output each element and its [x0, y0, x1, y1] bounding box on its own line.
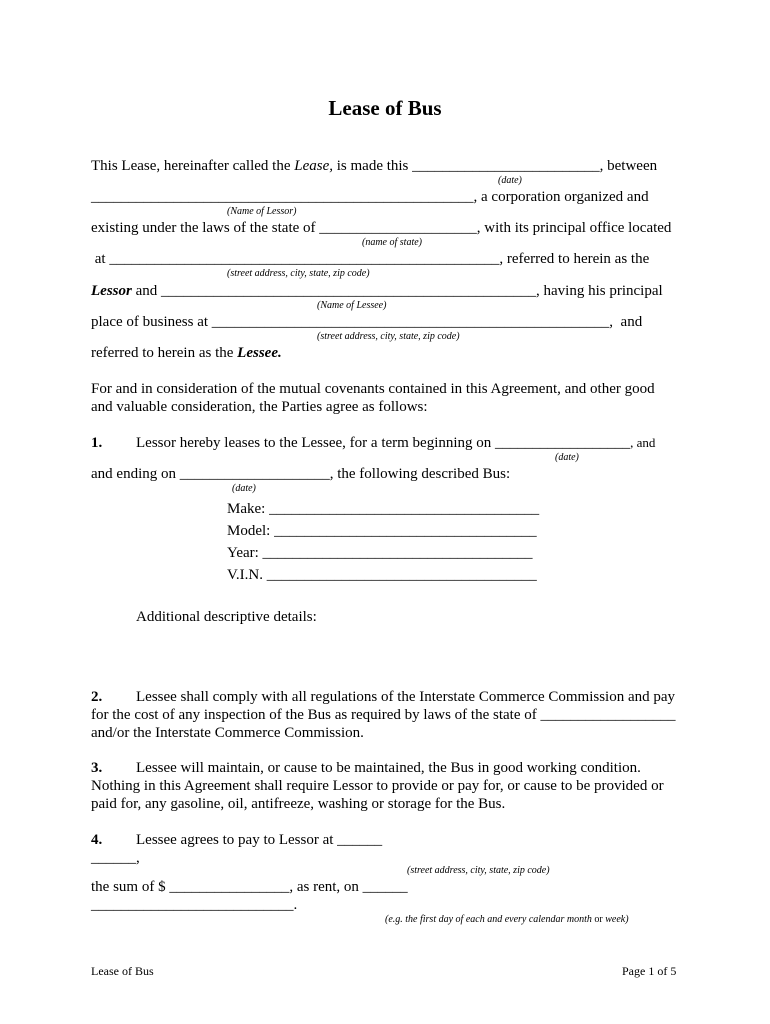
intro-hint-lessee: (Name of Lessee) — [317, 300, 387, 311]
bus-make-field: Make: ____________________________________ — [227, 501, 540, 517]
intro-line-2: ___________________________________________________, a corporation organized and — [91, 189, 649, 205]
section-2-line-3: and/or the Interstate Commerce Commission. — [91, 725, 364, 741]
section-4-line-1: Lessee agrees to pay to Lessor at ______ — [136, 832, 383, 848]
section-2-number: 2. — [91, 689, 103, 705]
consideration-line-1: For and in consideration of the mutual covenants contained in this Agreement, and other good — [91, 381, 655, 397]
bus-year-field: Year: ____________________________________ — [227, 545, 533, 561]
bus-vin-field: V.I.N. ____________________________________ — [227, 567, 537, 583]
section-4-line-3: the sum of $ ________________, as rent, on ______ — [91, 879, 408, 895]
section-1-line-1: Lessor hereby leases to the Lessee, for a term beginning on __________________, and — [136, 435, 656, 451]
section-4-line-2: ______, — [91, 850, 140, 866]
section-1-line-2: and ending on ____________________, the following described Bus: — [91, 466, 511, 482]
section-3-line-3: paid for, any gasoline, oil, antifreeze, washing or storage for the Bus. — [91, 796, 506, 812]
intro-line-3: existing under the laws of the state of _____________________, with its principal office located — [91, 220, 672, 236]
footer-page-number: Page 1 of 5 — [622, 964, 677, 978]
section-1-hint-date-start: (date) — [555, 452, 579, 463]
intro-line-7: referred to herein as the Lessee. — [91, 345, 282, 361]
intro-hint-lessee-address: (street address, city, state, zip code) — [317, 331, 460, 342]
section-2-line-1: Lessee shall comply with all regulations of the Interstate Commerce Commission and pay — [136, 689, 676, 705]
intro-line-4: at ____________________________________________________, referred to herein as the — [91, 251, 650, 267]
section-4-number: 4. — [91, 832, 103, 848]
section-1-hint-date-end: (date) — [232, 483, 256, 494]
section-4-line-4: ___________________________. — [91, 897, 298, 913]
intro-line-5: Lessor and __________________________________________________, having his principal — [91, 283, 663, 299]
section-4-hint-period: (e.g. the first day of each and every calendar month or week) — [385, 914, 629, 925]
section-3-line-2: Nothing in this Agreement shall require Lessor to provide or pay for, or cause to be provided or — [91, 778, 664, 794]
footer-title: Lease of Bus — [91, 964, 154, 978]
intro-line-6: place of business at _____________________________________________________, and — [91, 314, 643, 330]
section-2-line-2: for the cost of any inspection of the Bus as required by laws of the state of __________________ — [91, 707, 676, 723]
additional-details-label: Additional descriptive details: — [136, 609, 317, 625]
consideration-line-2: and valuable consideration, the Parties agree as follows: — [91, 399, 428, 415]
document-title: Lease of Bus — [328, 96, 442, 120]
intro-line-1: This Lease, hereinafter called the Lease, is made this _________________________, between — [91, 158, 658, 174]
intro-hint-address: (street address, city, state, zip code) — [227, 268, 370, 279]
section-1-number: 1. — [91, 435, 103, 451]
section-3-line-1: Lessee will maintain, or cause to be maintained, the Bus in good working condition. — [136, 760, 641, 776]
section-3-number: 3. — [91, 760, 103, 776]
intro-hint-lessor: (Name of Lessor) — [227, 206, 297, 217]
intro-hint-state: (name of state) — [362, 237, 422, 248]
intro-hint-date: (date) — [498, 175, 522, 186]
section-4-hint-address: (street address, city, state, zip code) — [407, 865, 550, 876]
bus-model-field: Model: ___________________________________ — [227, 523, 537, 539]
